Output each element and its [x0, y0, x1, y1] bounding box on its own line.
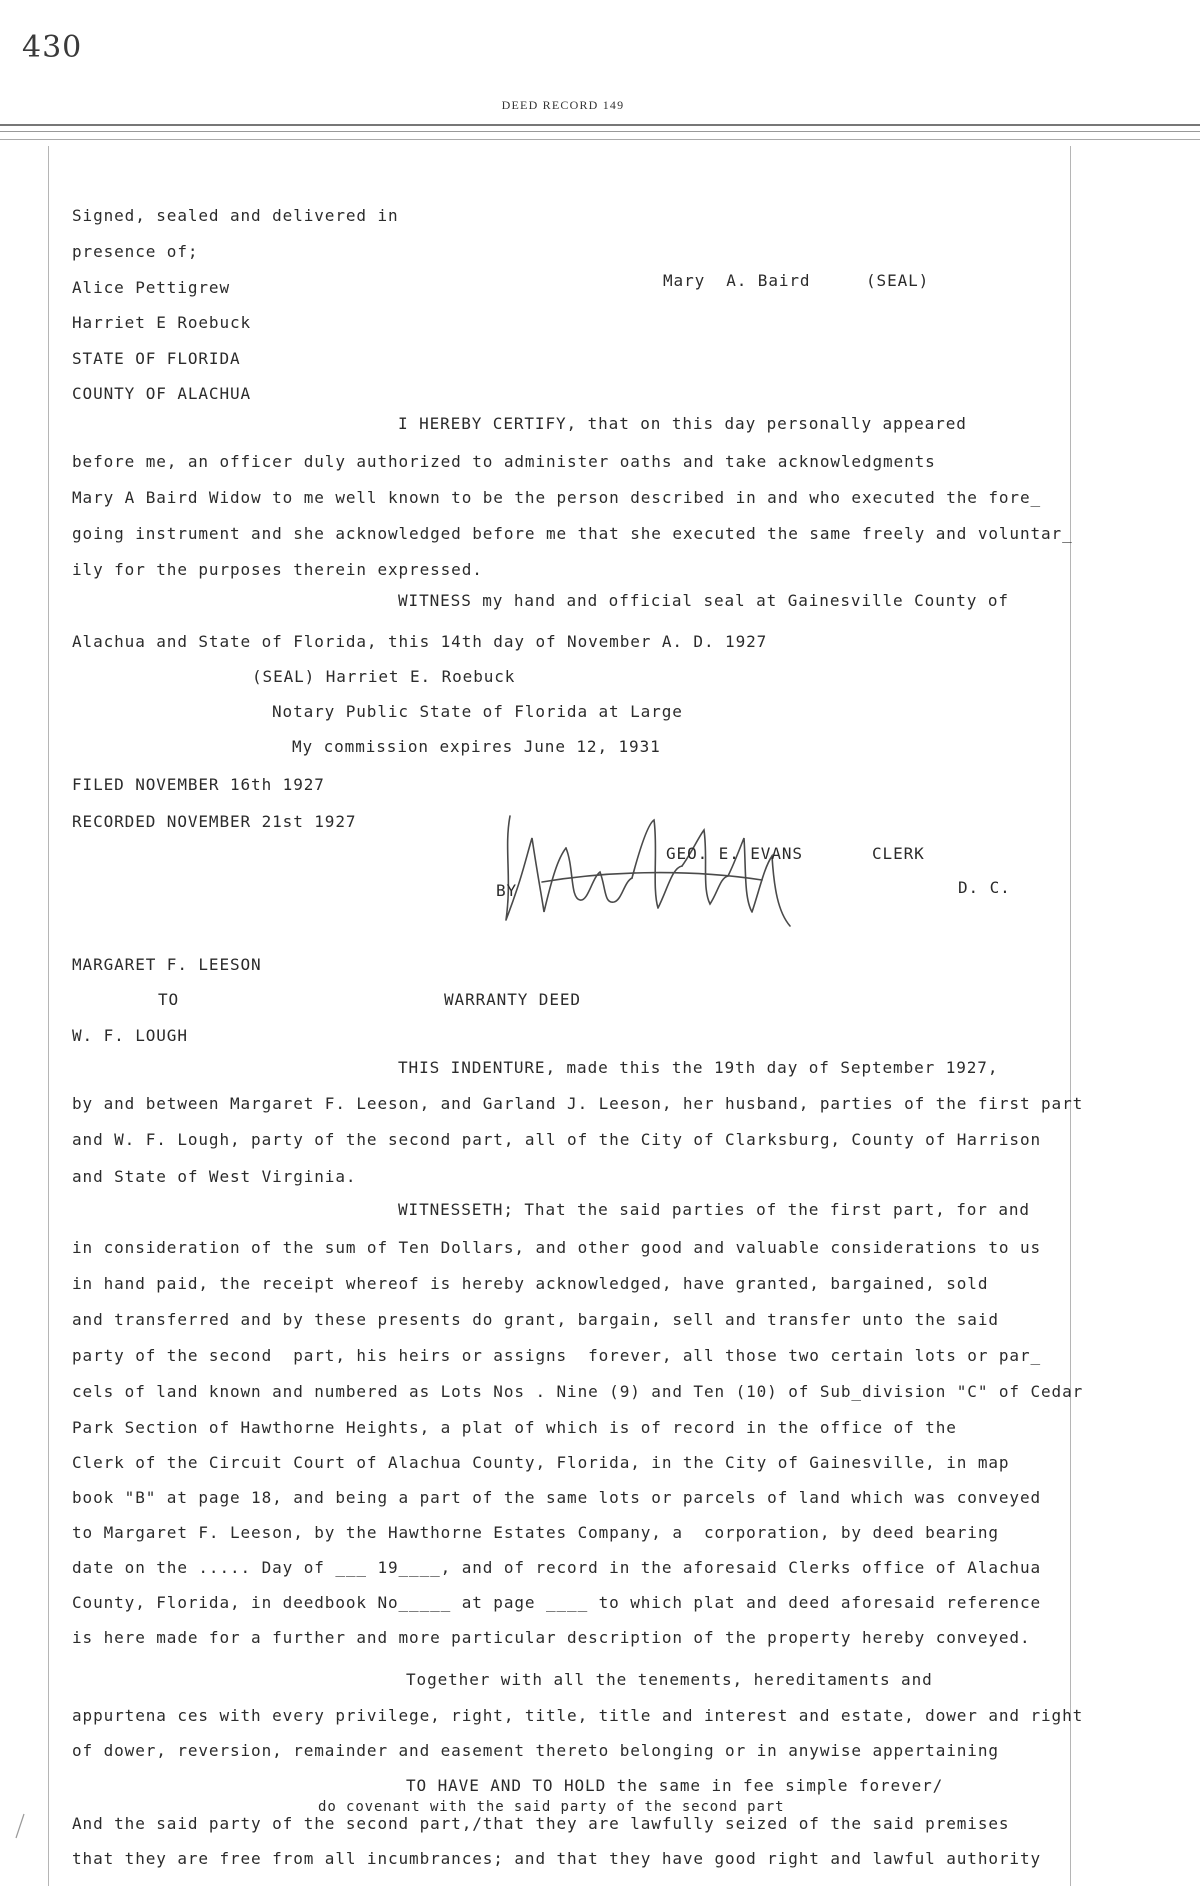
clerk-title: CLERK [872, 844, 925, 863]
deed-line: that they are free from all incumbrances; and that they have good right and lawful authority [72, 1849, 1042, 1868]
deed-line: cels of land known and numbered as Lots Nos . Nine (9) and Ten (10) of Sub_division "C" of Cedar [72, 1382, 1084, 1401]
habendum-line: TO HAVE AND TO HOLD the same in fee simple forever/ [406, 1776, 944, 1795]
ack-line: WITNESS my hand and official seal at Gainesville County of [398, 591, 1009, 610]
grantor-signature: Mary A. Baird [663, 271, 811, 290]
witness-name: Harriet E Roebuck [72, 313, 252, 332]
grantee-name: W. F. LOUGH [72, 1026, 188, 1045]
grantor-name: MARGARET F. LEESON [72, 955, 262, 974]
ack-line: going instrument and she acknowledged before me that she executed the same freely and voluntar_ [72, 524, 1073, 543]
deed-line: and transferred and by these presents do grant, bargain, sell and transfer unto the said [72, 1310, 999, 1329]
deed-line: And the said party of the second part,/that they are lawfully seized of the said premises [72, 1814, 1010, 1833]
header-rule [0, 139, 1200, 140]
seal-label: (SEAL) [866, 271, 930, 290]
deed-line: date on the ..... Day of ___ 19____, and of record in the aforesaid Clerks office of Alachua [72, 1558, 1042, 1577]
notary-signature: (SEAL) Harriet E. Roebuck [252, 667, 516, 686]
margin-pencil-mark [14, 1812, 26, 1840]
clerk-handwritten-signature [482, 808, 812, 930]
ack-line: presence of; [72, 242, 199, 261]
interlined-covenant: do covenant with the said party of the second part [318, 1799, 785, 1815]
ack-line: I HEREBY CERTIFY, that on this day personally appeared [398, 414, 967, 433]
deed-line: Clerk of the Circuit Court of Alachua County, Florida, in the City of Gainesville, in map [72, 1453, 1010, 1472]
commission-expiry: My commission expires June 12, 1931 [292, 737, 661, 756]
ack-line: Alachua and State of Florida, this 14th day of November A. D. 1927 [72, 632, 768, 651]
deed-line: County, Florida, in deedbook No_____ at page ____ to which plat and deed aforesaid reference [72, 1593, 1042, 1612]
deed-line: book "B" at page 18, and being a part of the same lots or parcels of land which was conveyed [72, 1488, 1042, 1507]
clerk-name: GEO. E. EVANS [666, 844, 803, 863]
recorded-date: RECORDED NOVEMBER 21st 1927 [72, 812, 357, 831]
witness-name: Alice Pettigrew [72, 278, 230, 297]
by-label: BY [496, 881, 518, 900]
state-heading: STATE OF FLORIDA [72, 349, 241, 368]
ack-line: Mary A Baird Widow to me well known to be the person described in and who executed the fore_ [72, 488, 1042, 507]
margin-line [1070, 146, 1071, 1886]
deed-title: WARRANTY DEED [444, 990, 581, 1009]
deed-line: is here made for a further and more particular description of the property hereby conveyed. [72, 1628, 1031, 1647]
deed-line: and State of West Virginia. [72, 1167, 357, 1186]
header-rule [0, 131, 1200, 132]
ack-line: before me, an officer duly authorized to administer oaths and take acknowledgments [72, 452, 936, 471]
deed-line: appurtena ces with every privilege, right, title, title and interest and estate, dower and right [72, 1706, 1084, 1725]
to-label: TO [158, 990, 180, 1009]
filed-date: FILED NOVEMBER 16th 1927 [72, 775, 325, 794]
deputy-clerk-label: D. C. [958, 878, 1011, 897]
county-heading: COUNTY OF ALACHUA [72, 384, 252, 403]
deed-line: of dower, reversion, remainder and easement thereto belonging or in anywise appertaining [72, 1741, 999, 1760]
notary-title: Notary Public State of Florida at Large [272, 702, 683, 721]
deed-line: Together with all the tenements, hereditaments and [406, 1670, 933, 1689]
ack-line: ily for the purposes therein expressed. [72, 560, 483, 579]
running-head: DEED RECORD 149 [501, 98, 625, 112]
page-number: 430 [22, 30, 83, 65]
deed-line: party of the second part, his heirs or assigns forever, all those two certain lots or par_ [72, 1346, 1042, 1365]
deed-line: in hand paid, the receipt whereof is hereby acknowledged, have granted, bargained, sold [72, 1274, 989, 1293]
ack-line: Signed, sealed and delivered in [72, 206, 399, 225]
header-rule [0, 124, 1200, 126]
deed-line: and W. F. Lough, party of the second part, all of the City of Clarksburg, County of Harrison [72, 1130, 1042, 1149]
deed-line: WITNESSETH; That the said parties of the first part, for and [398, 1200, 1030, 1219]
deed-line: to Margaret F. Leeson, by the Hawthorne Estates Company, a corporation, by deed bearing [72, 1523, 999, 1542]
deed-line: by and between Margaret F. Leeson, and Garland J. Leeson, her husband, parties of the first part [72, 1094, 1084, 1113]
deed-line: THIS INDENTURE, made this the 19th day of September 1927, [398, 1058, 999, 1077]
deed-line: Park Section of Hawthorne Heights, a plat of which is of record in the office of the [72, 1418, 957, 1437]
margin-line [48, 146, 49, 1886]
deed-line: in consideration of the sum of Ten Dollars, and other good and valuable considerations to us [72, 1238, 1042, 1257]
